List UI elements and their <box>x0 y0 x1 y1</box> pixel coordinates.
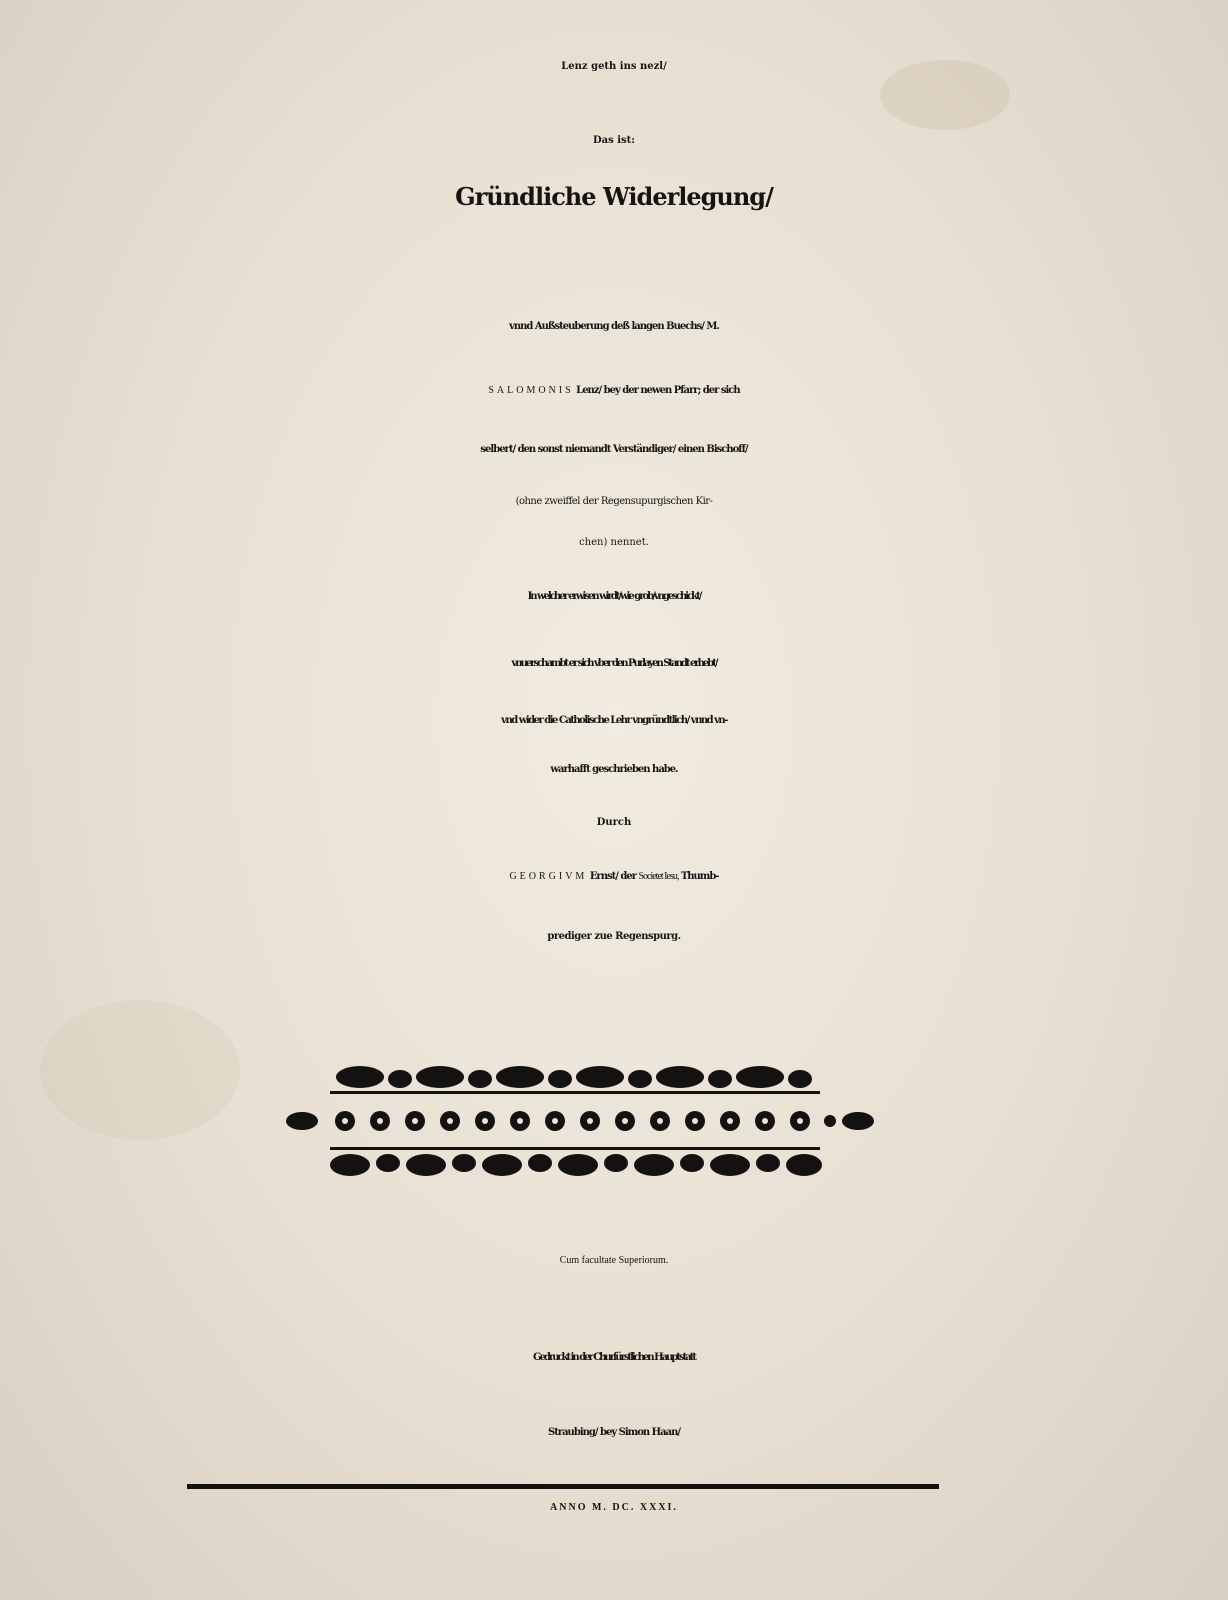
ornament-top-band <box>330 1066 820 1094</box>
author-title: Thumb- <box>680 871 719 882</box>
main-title: Gründliche Widerlegung/ <box>455 182 773 211</box>
printers-ornament <box>280 1055 880 1185</box>
publication-year: ANNO M. DC. XXXI. <box>550 1502 678 1513</box>
body-line-3: vnd wider die Catholische Lehr vngründtlich/ vnnd vn- <box>501 715 727 726</box>
ornament-bottom-band <box>330 1147 822 1176</box>
subtitle-caps: SALOMONIS <box>488 385 574 396</box>
subtitle-line-1: vnnd Außsteuberung deß langen Buechs/ M. <box>509 321 719 332</box>
author-first-name: GEORGIVM <box>509 871 588 882</box>
subtitle-rest: Lenz/ bey der newen Pfarr; der sich <box>576 385 740 396</box>
body-line-2: vnuerschambt er sich vber den Purlayen Standt erhebt/ <box>511 658 717 669</box>
by-line: Durch <box>596 817 632 828</box>
subtitle-line-3: selbert/ den sonst niemandt Verständiger/ einen Bischoff/ <box>480 444 748 455</box>
title-line-2: Das ist: <box>592 135 635 146</box>
body-line-1: In welcher erwisen wirdt/wie grob/vngeschickt/ <box>527 591 701 602</box>
ornament-middle-band <box>286 1111 874 1131</box>
permission-line: Cum facultate Superiorum. <box>559 1255 669 1266</box>
title-line-1: Lenz geth ins nezl/ <box>561 61 667 72</box>
imprint-rule <box>187 1484 939 1489</box>
author-line-2: prediger zue Regenspurg. <box>547 931 681 942</box>
body-line-4: warhafft geschrieben habe. <box>550 764 678 775</box>
author-line <box>0 872 1228 882</box>
subtitle-line-5: chen) nennet. <box>579 537 649 548</box>
paper-stain <box>40 1000 240 1140</box>
subtitle-line-2 <box>0 386 1228 396</box>
author-name: Ernst/ der <box>589 871 636 882</box>
imprint-line-2: Straubing/ bey Simon Haan/ <box>547 1427 681 1438</box>
subtitle-line-4: (ohne zweiffel der Regensupurgischen Kir- <box>515 496 713 507</box>
imprint-line-1: Gedruckt in der Churfürstlichen Hauptstatt <box>533 1352 695 1363</box>
author-society: Societet Iesu, <box>638 871 679 882</box>
